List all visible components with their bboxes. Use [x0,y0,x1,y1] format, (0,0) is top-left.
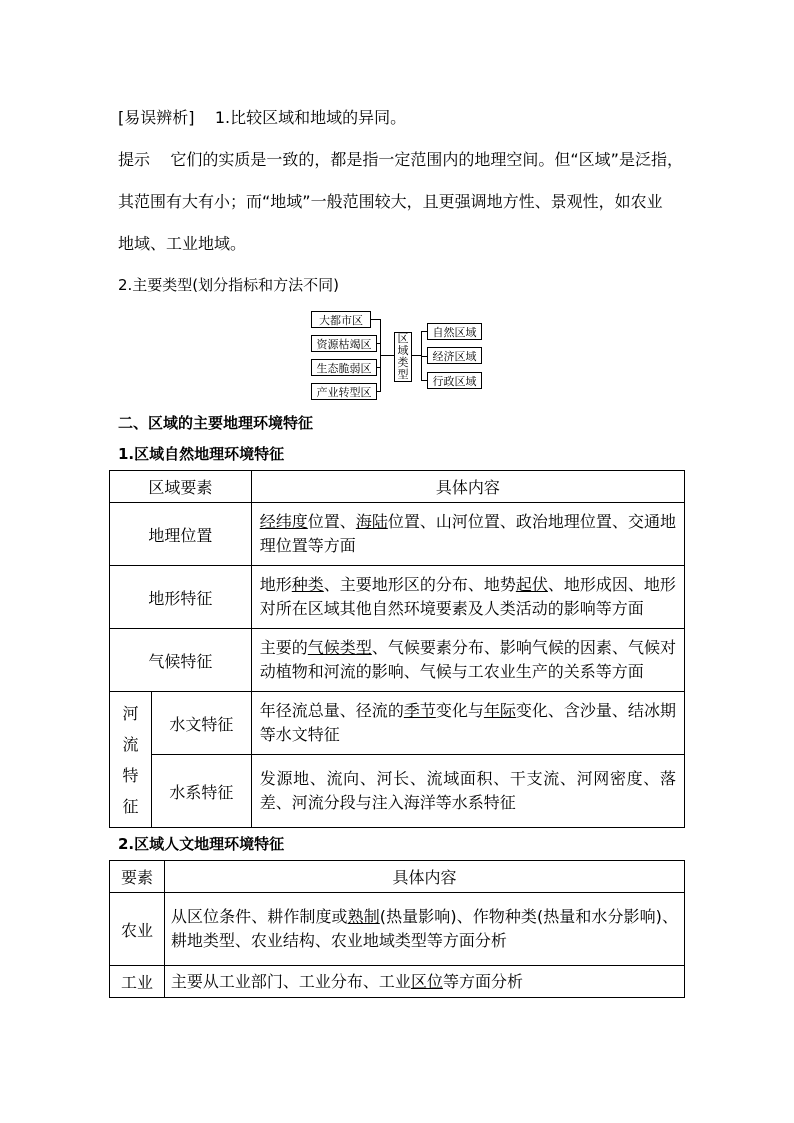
row-content [165,901,684,957]
row-content [252,632,684,688]
row-content [252,763,684,819]
row-label: 气候特征 [110,629,252,692]
text-run: 、主要地形区的分布、地势 [323,575,516,594]
diagram-right-item: 经济区域 [427,347,482,364]
natural-features-table [109,470,685,828]
text-run: 主要从工业部门、工业分布、工业 [170,971,411,991]
underlined-keyword: 年际 [483,701,516,720]
underlined-keyword: 海陆 [355,512,388,531]
text-run: 位置、山河位置、政治地理位置、交通地理位置等方面 [259,512,676,555]
text-run: 地形 [259,575,292,594]
intro-question-line [118,108,406,128]
row-label: 农业 [110,893,165,966]
diagram-left-item: 资源枯竭区 [311,335,377,352]
diagram-right-item: 行政区域 [427,372,482,389]
underlined-keyword: 种类 [291,575,324,594]
underlined-keyword: 区位 [410,971,443,991]
underlined-keyword: 起伏 [515,575,548,594]
underlined-keyword: 季节 [403,701,436,720]
diagram-left-item: 产业转型区 [311,383,377,400]
row-content [252,695,684,751]
diagram-right-item: 自然区域 [427,323,482,340]
row-label: 水系特征 [151,755,251,828]
answer-line-1: 提示 它们的实质是一致的，都是指一定范围内的地理空间。但“区域”是泛指， [118,150,683,169]
text-run: 年径流总量、径流的 [259,701,404,720]
row-label: 水文特征 [151,692,251,755]
table2-heading: 2.区域人文地理环境特征 [118,835,285,853]
section2-heading: 二、区域的主要地理环境特征 [118,414,314,432]
row-content [252,569,684,625]
answer-line-2: 其范围有大有小；而“地域”一般范围较大，且更强调地方性、景观性，如农业 [118,192,663,211]
row-content [252,506,684,562]
text-run: (热量影响)、作物种类(热量和水分影响)、耕地类型、农业结构、农业地域类型等方面分析 [170,907,678,950]
tag-label: [易误辨析] [118,108,195,127]
question-text: 1.比较区域和地域的异同。 [214,108,407,127]
row-label: 地形特征 [110,566,252,629]
table1-col2-header: 具体内容 [251,471,684,503]
table1-heading: 1.区域自然地理环境特征 [118,445,285,463]
underlined-keyword: 经纬度 [259,512,308,531]
text-run: 从区位条件、耕作制度或 [170,907,348,926]
table2-col1-header: 要素 [110,861,165,893]
text-run: 等方面分析 [442,971,523,991]
text-run: 变化与 [435,701,484,720]
types-heading: 2.主要类型(划分指标和方法不同) [118,276,340,294]
underlined-keyword: 气候类型 [307,638,372,657]
text-run: 主要的 [259,638,308,657]
text-run: 位置、 [307,512,356,531]
text-run: 变化、含沙量、结冰期等水文特征 [259,701,676,744]
text-run: 、气候要素分布、影响气候的因素、气候对动植物和河流的影响、气候与工农业生产的关系等方面 [259,638,676,681]
hint-label: 提示 [118,150,151,169]
text-run: 、地形成因、地形对所在区域其他自然环境要素及人类活动的影响等方面 [259,575,676,618]
human-features-table [109,860,685,998]
underlined-keyword: 熟制 [347,907,380,926]
table1-col1-header: 区域要素 [110,471,252,503]
river-features-label: 河 流 特 征 [110,692,152,828]
table2-col2-header: 具体内容 [164,861,684,893]
diagram-left-item: 生态脆弱区 [311,359,377,376]
diagram-center-box: 区 域 类 型 [394,332,412,382]
row-content [165,968,684,996]
text-run: 发源地、流向、河长、流域面积、干支流、河网密度、落差、河流分段与注入海洋等水系特征 [259,769,676,812]
row-label: 工业 [110,966,165,998]
diagram-left-item: 大都市区 [311,311,371,328]
row-label: 地理位置 [110,503,252,566]
answer-line-3: 地域、工业地域。 [118,234,247,253]
